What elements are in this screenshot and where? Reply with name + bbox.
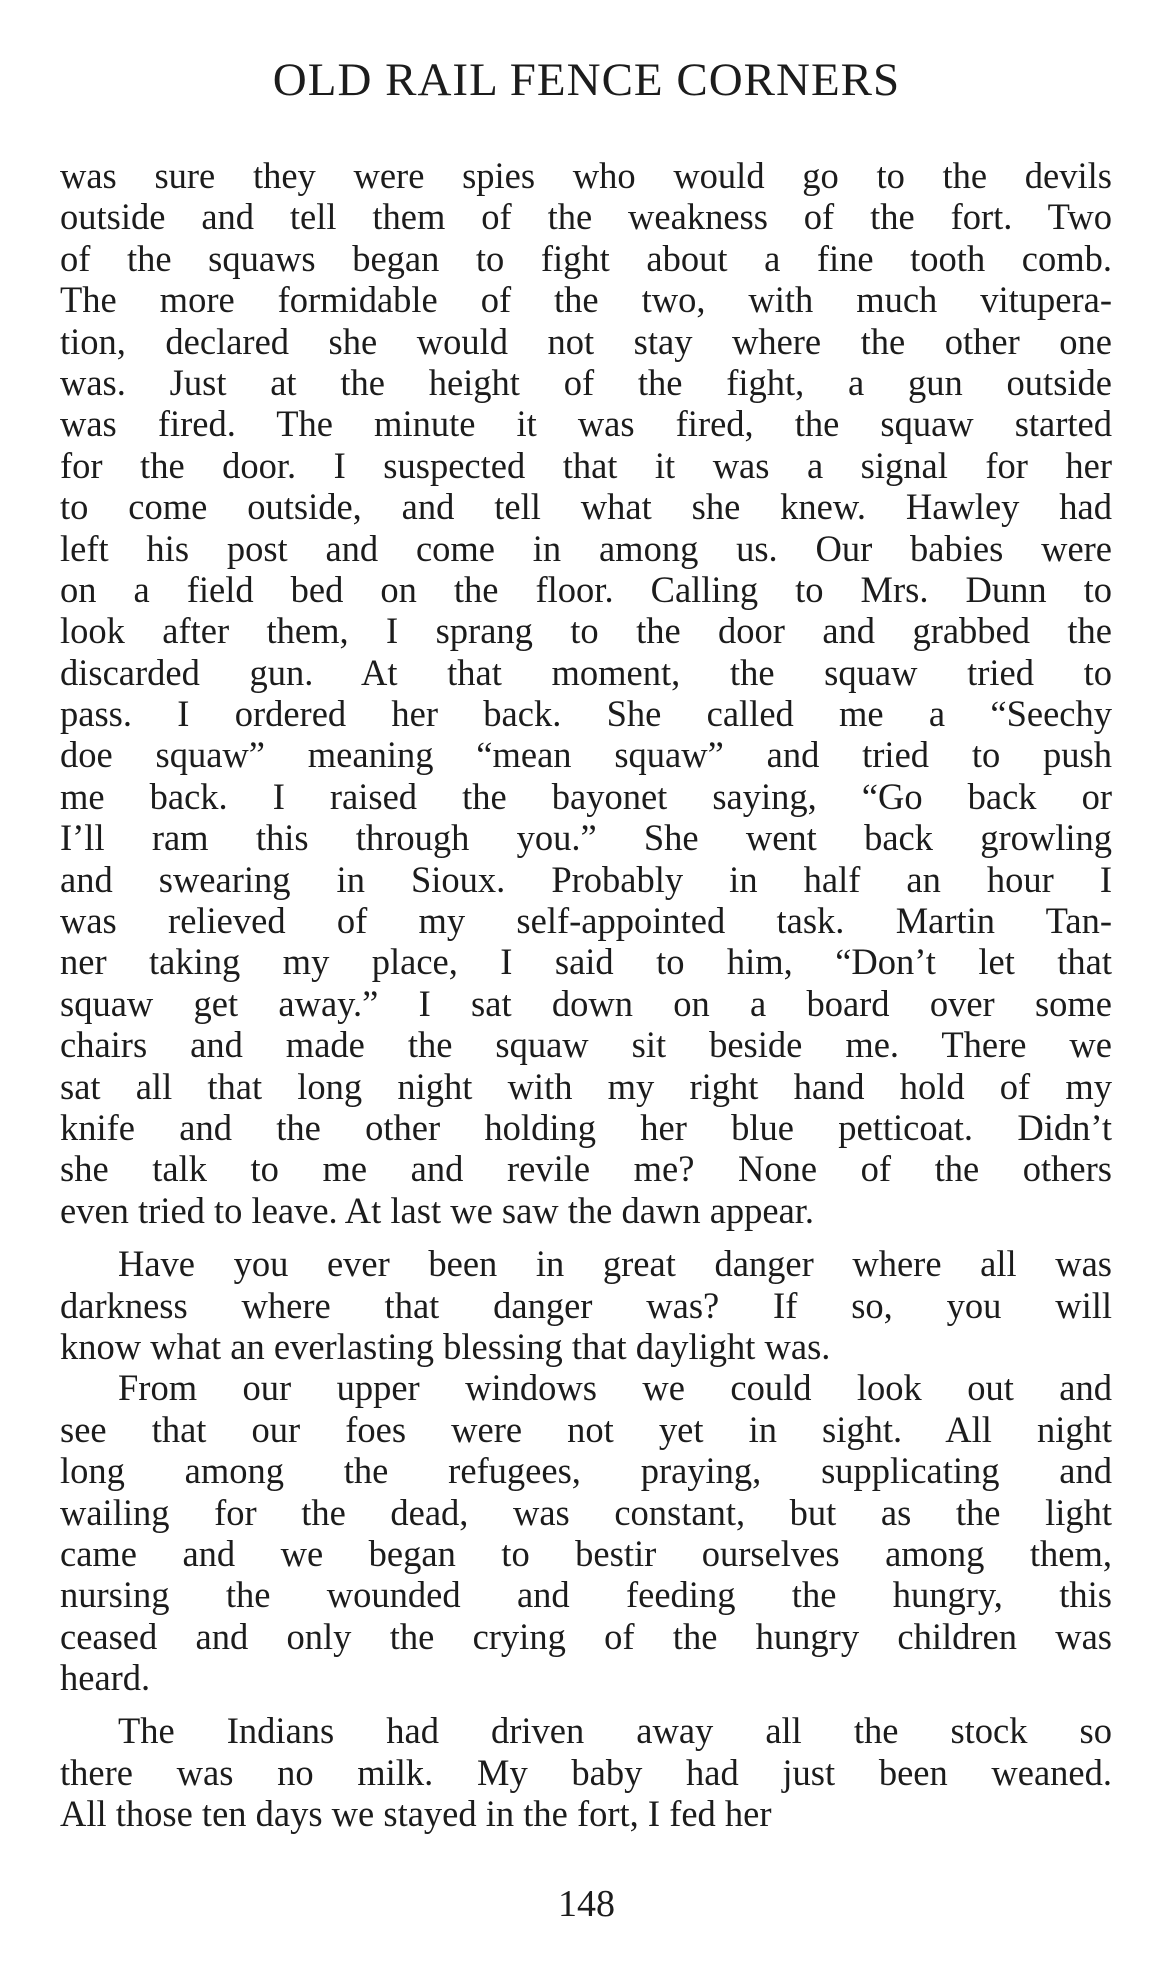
text-line: ceased and only the crying of the hungry children was [60, 1615, 1112, 1657]
text-line: know what an everlasting blessing that daylight was. [60, 1325, 831, 1367]
text-line: chairs and made the squaw sit beside me. There we [60, 1024, 1112, 1066]
text-line: Have you ever been in great danger where all was [118, 1243, 1112, 1285]
text-line: to come outside, and tell what she knew. Hawley had [60, 486, 1112, 528]
text-line: long among the refugees, praying, supplicating and [60, 1450, 1112, 1492]
text-line: on a field bed on the floor. Calling to Mrs. Dunn to [60, 568, 1112, 610]
text-line: look after them, I sprang to the door and grabbed the [60, 610, 1112, 652]
text-line: sat all that long night with my right hand hold of my [60, 1065, 1112, 1107]
paragraph-gap [60, 1231, 1112, 1243]
body-text [60, 155, 1112, 1835]
text-line: All those ten days we stayed in the fort, I fed her [60, 1793, 772, 1835]
text-line: doe squaw” meaning “mean squaw” and tried to push [60, 734, 1112, 776]
text-line: left his post and come in among us. Our babies were [60, 527, 1112, 569]
text-line: and swearing in Sioux. Probably in half an hour I [60, 858, 1112, 900]
paragraph [60, 1243, 1112, 1367]
text-line: ner taking my place, I said to him, “Don’t let that [60, 941, 1112, 983]
text-line: even tried to leave. At last we saw the dawn appear. [60, 1189, 815, 1231]
text-line: for the door. I suspected that it was a signal for her [60, 444, 1112, 486]
text-line: I’ll ram this through you.” She went back growling [60, 817, 1112, 859]
text-line: tion, declared she would not stay where the other one [60, 320, 1112, 362]
text-line: was relieved of my self-appointed task. Martin Tan- [60, 900, 1112, 942]
text-line: The Indians had driven away all the stock so [118, 1710, 1112, 1752]
text-line: was fired. The minute it was fired, the squaw started [60, 403, 1112, 445]
text-line: pass. I ordered her back. She called me a “Seechy [60, 693, 1112, 735]
text-line: came and we began to bestir ourselves among them, [60, 1532, 1112, 1574]
text-line: of the squaws began to fight about a fine tooth comb. [60, 237, 1112, 279]
text-line: squaw get away.” I sat down on a board over some [60, 982, 1112, 1024]
paragraph [60, 155, 1112, 1231]
paragraph [60, 1367, 1112, 1698]
text-line: knife and the other holding her blue petticoat. Didn’t [60, 1106, 1112, 1148]
text-line: she talk to me and revile me? None of the others [60, 1148, 1112, 1190]
text-line: see that our foes were not yet in sight. All night [60, 1408, 1112, 1450]
page-number: 148 [558, 1883, 615, 1925]
text-line: nursing the wounded and feeding the hungry, this [60, 1574, 1112, 1616]
text-line: me back. I raised the bayonet saying, “Go back or [60, 775, 1112, 817]
text-line: there was no milk. My baby had just been weaned. [60, 1751, 1112, 1793]
text-line: From our upper windows we could look out and [118, 1367, 1112, 1409]
text-line: discarded gun. At that moment, the squaw tried to [60, 651, 1112, 693]
text-line: was sure they were spies who would go to the devils [60, 155, 1112, 196]
text-line: The more formidable of the two, with much vitupera- [60, 279, 1112, 321]
text-line: darkness where that danger was? If so, you will [60, 1284, 1112, 1326]
text-line: outside and tell them of the weakness of the fort. Two [60, 196, 1112, 238]
text-line: wailing for the dead, was constant, but as the light [60, 1491, 1112, 1533]
paragraph [60, 1710, 1112, 1834]
text-line: was. Just at the height of the fight, a gun outside [60, 361, 1112, 403]
paragraph-gap [60, 1698, 1112, 1710]
text-line: heard. [60, 1657, 151, 1699]
running-head: OLD RAIL FENCE CORNERS [272, 54, 901, 106]
